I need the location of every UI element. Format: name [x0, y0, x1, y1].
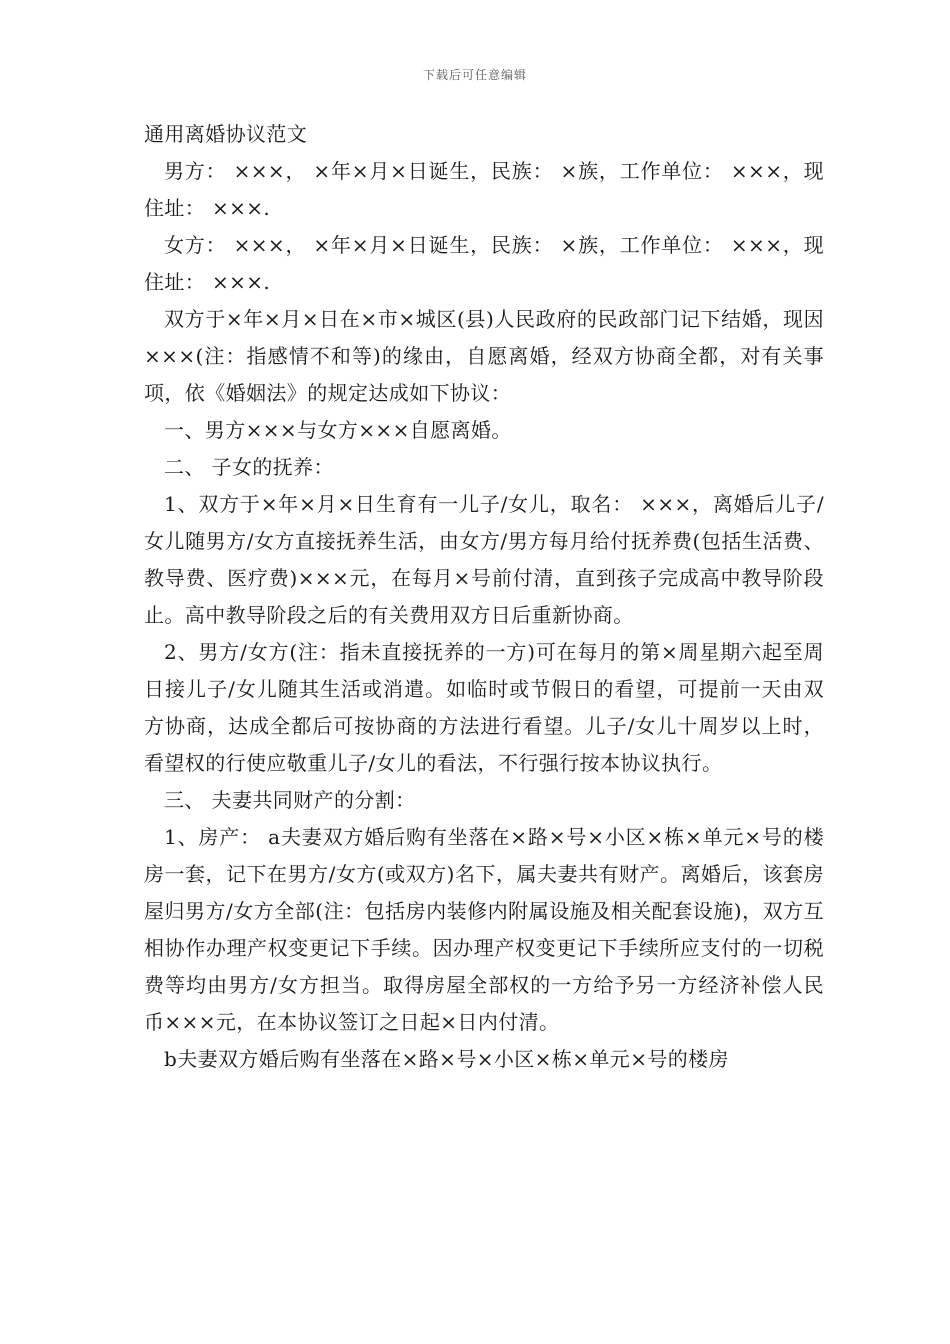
- document-body: [144, 116, 824, 1078]
- paragraph-clause-1: 一、男方×××与女方×××自愿离婚。: [164, 418, 512, 442]
- paragraph-property-b: b夫妻双方婚后购有坐落在×路×号×小区×栋×单元×号的楼房: [164, 1047, 729, 1071]
- paragraph-preamble: 双方于×年×月×日在×市×城区(县)人民政府的民政部门记下结婚，现因×××(注：指感情不和等)的缘由，自愿离婚，经双方协商全都，对有关事项，依《婚姻法》的规定达成如下协议：: [144, 307, 824, 405]
- document-title: 通用离婚协议范文: [144, 122, 308, 146]
- paragraph-clause-3-heading: 三、 夫妻共同财产的分割：: [164, 788, 416, 812]
- page-header-note: 下载后可任意编辑: [422, 68, 527, 82]
- paragraph-visitation: 2、男方/女方(注：指未直接抚养的一方)可在每月的第×周星期六起至周日接儿子/女儿随其生活或消遣。如临时或节假日的看望，可提前一天由双方协商，达成全都后可按协商的方法进行看望。儿子/女儿十周岁以上时，看望权的行使应敬重儿子/女儿的看法，不行强行按本协议执行。: [144, 640, 824, 775]
- paragraph-clause-2-heading: 二、 子女的抚养：: [164, 455, 334, 479]
- paragraph-husband-info: 男方： ×××， ×年×月×日诞生，民族： ×族，工作单位： ×××，现住址： ×××.: [144, 159, 824, 220]
- paragraph-property-a: 1、房产： a夫妻双方婚后购有坐落在×路×号×小区×栋×单元×号的楼房一套，记下在男方/女方(或双方)名下，属夫妻共有财产。离婚后，该套房屋归男方/女方全部(注：包括房内装修内附属设施及相关配套设施)，双方互相协作办理产权变更记下手续。因办理产权变更记下手续所应支付的一切税费等均由男方/女方担当。取得房屋全部权的一方给予另一方经济补偿人民币×××元，在本协议签订之日起×日内付清。: [144, 825, 824, 1034]
- paragraph-wife-info: 女方： ×××， ×年×月×日诞生，民族： ×族，工作单位： ×××，现住址： ×××.: [144, 233, 824, 294]
- paragraph-child-support: 1、双方于×年×月×日生育有一儿子/女儿，取名： ×××，离婚后儿子/女儿随男方/女方直接抚养生活，由女方/男方每月给付抚养费(包括生活费、教导费、医疗费)×××元，在每月×号前付清，直到孩子完成高中教导阶段止。高中教导阶段之后的有关费用双方日后重新协商。: [144, 492, 824, 627]
